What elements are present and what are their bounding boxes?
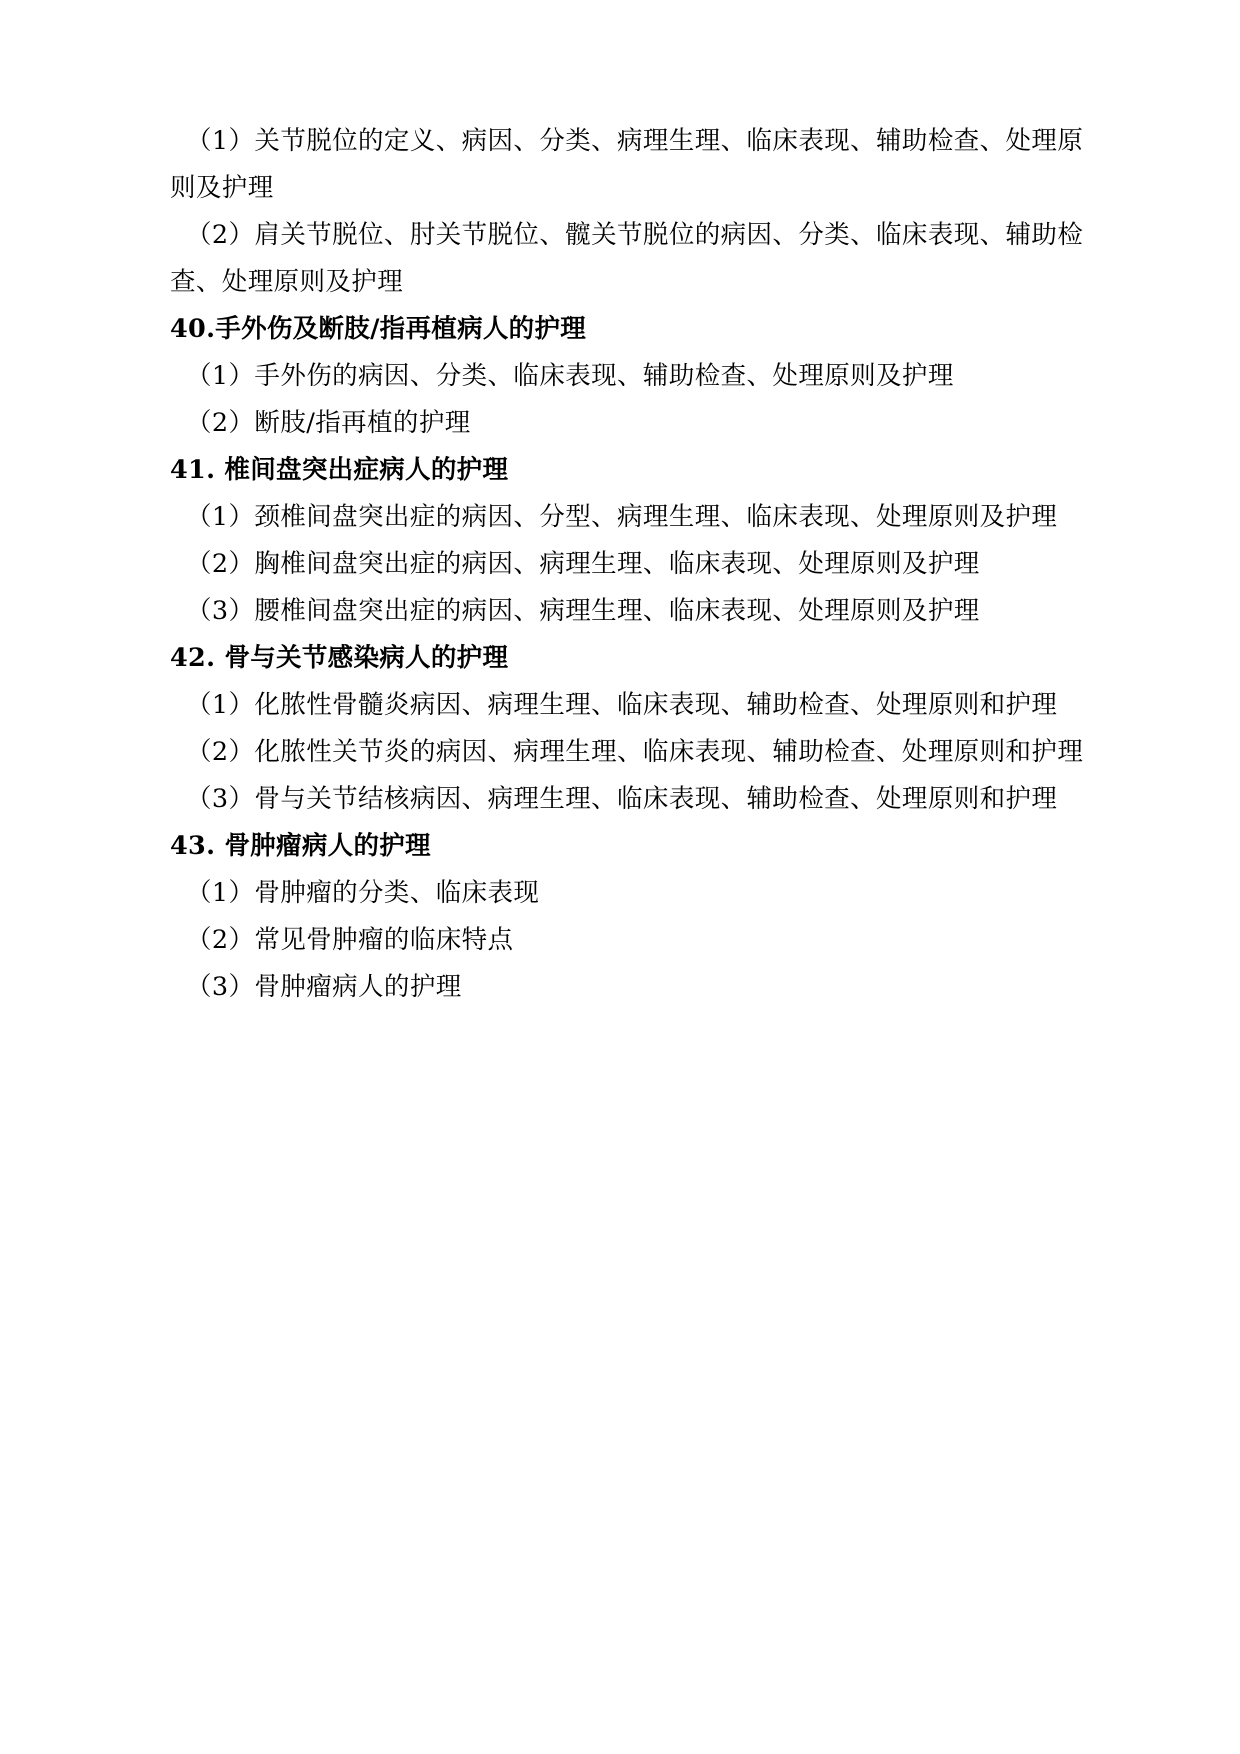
outline-item-43-1: （1）骨肿瘤的分类、临床表现: [186, 878, 540, 908]
outline-item-41-3: （3）腰椎间盘突出症的病因、病理生理、临床表现、处理原则及护理: [186, 596, 980, 626]
paragraph-line: 查、处理原则及护理: [170, 267, 404, 297]
document-body: [170, 118, 1132, 1011]
paragraph-line: （2）肩关节脱位、肘关节脱位、髋关节脱位的病因、分类、临床表现、辅助检: [186, 220, 1084, 250]
outline-item-42-2: （2）化脓性关节炎的病因、病理生理、临床表现、辅助检查、处理原则和护理: [186, 737, 1084, 767]
outline-item-joint-dislocation-2: [170, 212, 1132, 306]
section-heading-43: 43. 骨肿瘤病人的护理: [170, 831, 431, 861]
outline-item-joint-dislocation-1: [170, 118, 1132, 212]
paragraph-line: 则及护理: [170, 173, 274, 203]
outline-item-42-3: （3）骨与关节结核病因、病理生理、临床表现、辅助检查、处理原则和护理: [186, 784, 1058, 814]
outline-item-40-1: （1）手外伤的病因、分类、临床表现、辅助检查、处理原则及护理: [186, 361, 954, 391]
section-heading-41: 41. 椎间盘突出症病人的护理: [170, 455, 509, 485]
section-heading-40: 40.手外伤及断肢/指再植病人的护理: [170, 314, 587, 344]
outline-item-40-2: （2）断肢/指再植的护理: [186, 408, 471, 438]
outline-item-41-1: （1）颈椎间盘突出症的病因、分型、病理生理、临床表现、处理原则及护理: [186, 502, 1058, 532]
paragraph-line: （1）关节脱位的定义、病因、分类、病理生理、临床表现、辅助检查、处理原: [186, 126, 1084, 156]
outline-item-43-2: （2）常见骨肿瘤的临床特点: [186, 925, 514, 955]
outline-item-42-1: （1）化脓性骨髓炎病因、病理生理、临床表现、辅助检查、处理原则和护理: [186, 690, 1058, 720]
section-heading-42: 42. 骨与关节感染病人的护理: [170, 643, 509, 673]
outline-item-41-2: （2）胸椎间盘突出症的病因、病理生理、临床表现、处理原则及护理: [186, 549, 980, 579]
outline-item-43-3: （3）骨肿瘤病人的护理: [186, 972, 462, 1002]
